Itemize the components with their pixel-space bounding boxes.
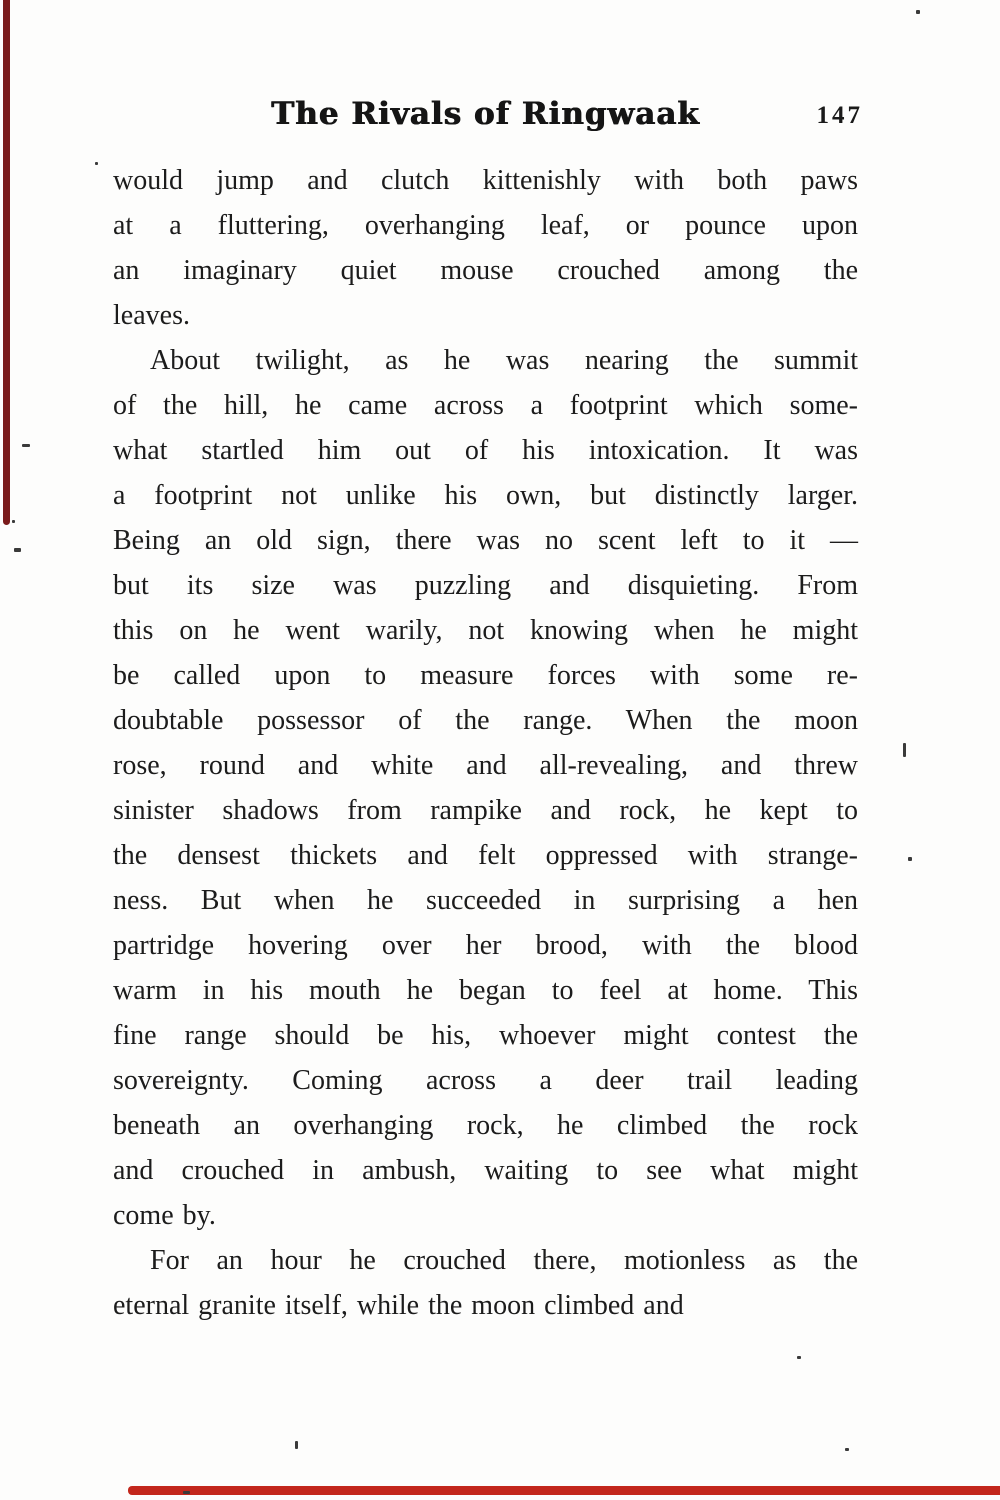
scan-noise-speck [916,10,920,14]
text-line: rose, round and white and all-revealing, and threw [113,750,858,781]
scan-noise-speck [95,162,98,165]
book-title: The Rivals of Ringwaak [271,96,700,132]
scan-noise-speck [183,1491,190,1494]
scan-noise-speck [845,1448,849,1451]
scan-edge-artifact-bottom [128,1486,1000,1495]
scan-noise-speck [903,743,906,757]
text-line: sovereignty. Coming across a deer trail leading [113,1065,858,1096]
text-line: About twilight, as he was nearing the summit [150,345,858,376]
text-line: an imaginary quiet mouse crouched among the [113,255,858,286]
text-line: but its size was puzzling and disquieting. From [113,570,858,601]
scan-noise-speck [908,857,912,861]
scan-noise-speck [22,444,30,447]
page-number: 147 [816,102,863,129]
text-line: would jump and clutch kittenishly with both paws [113,165,858,196]
body-text [113,158,858,1328]
text-line: fine range should be his, whoever might contest the [113,1020,858,1051]
text-line: leaves. [113,300,190,331]
text-line: warm in his mouth he began to feel at home. This [113,975,858,1006]
text-line: this on he went warily, not knowing when he might [113,615,858,646]
scan-noise-speck [14,548,21,552]
text-line: and crouched in ambush, waiting to see what might [113,1155,858,1186]
text-line: of the hill, he came across a footprint which some- [113,390,858,421]
scan-noise-speck [12,520,15,523]
text-line: at a fluttering, overhanging leaf, or pounce upon [113,210,858,241]
scan-noise-speck [295,1441,298,1449]
scan-edge-artifact-left [3,0,10,525]
text-line: ness. But when he succeeded in surprising a hen [113,885,858,916]
text-line: partridge hovering over her brood, with the blood [113,930,858,961]
text-line: For an hour he crouched there, motionless as the [150,1245,858,1276]
text-line: be called upon to measure forces with some re- [113,660,858,691]
text-line: beneath an overhanging rock, he climbed the rock [113,1110,858,1141]
text-line: sinister shadows from rampike and rock, he kept to [113,795,858,826]
text-line: a footprint not unlike his own, but distinctly larger. [113,480,858,511]
text-line: what startled him out of his intoxication. It was [113,435,858,466]
text-line: eternal granite itself, while the moon climbed and [113,1290,684,1321]
text-line: the densest thickets and felt oppressed with strange- [113,840,858,871]
text-line: Being an old sign, there was no scent left to it — [113,525,858,556]
text-line: come by. [113,1200,216,1231]
text-line: doubtable possessor of the range. When the moon [113,705,858,736]
scan-noise-speck [797,1356,801,1359]
running-header [113,96,863,140]
